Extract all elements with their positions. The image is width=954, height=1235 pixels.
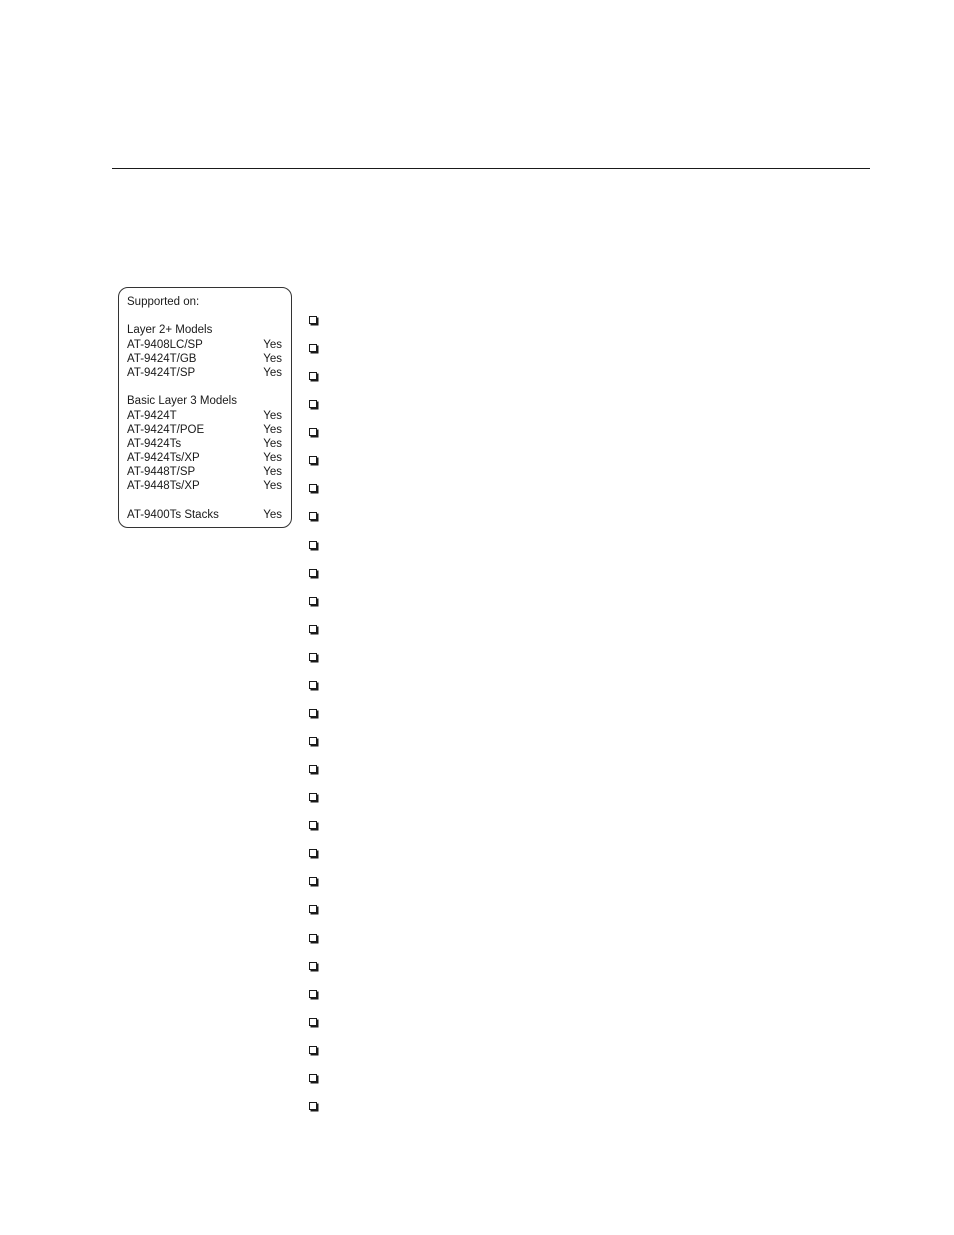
checkbox-icon [309,625,317,633]
support-value: Yes [263,352,282,365]
model-row [127,409,283,423]
list-item [309,344,319,354]
checkbox-icon [309,905,317,913]
checkbox-icon [309,1102,317,1110]
list-item [309,625,319,635]
checkbox-icon [309,793,317,801]
list-item [309,990,319,1000]
list-item [309,372,319,382]
model-row [127,338,283,352]
list-item [309,484,319,494]
list-item [309,934,319,944]
checkbox-icon [309,849,317,857]
list-item [309,569,319,579]
checkbox-icon [309,456,317,464]
checkbox-icon [309,709,317,717]
list-item [309,765,319,775]
list-item [309,1102,319,1112]
checkbox-icon [309,569,317,577]
supported-on-heading: Supported on: [127,296,200,308]
checkbox-icon [309,990,317,998]
model-row [127,437,283,451]
model-row [127,366,283,380]
checkbox-icon [309,1018,317,1026]
list-item [309,1018,319,1028]
checkbox-icon [309,653,317,661]
checkbox-icon [309,541,317,549]
support-value: Yes [263,423,282,436]
list-item [309,597,319,607]
stacks-row [127,508,283,522]
checkbox-icon [309,934,317,942]
checkbox-icon [309,765,317,773]
model-name: AT-9424T/GB [127,352,197,365]
list-item [309,1074,319,1084]
model-name: AT-9424T/POE [127,423,205,436]
support-value: Yes [263,437,282,450]
list-item [309,653,319,663]
support-value: Yes [263,409,282,422]
model-name: AT-9424Ts [127,437,182,450]
model-row [127,479,283,493]
model-row [127,465,283,479]
list-item [309,681,319,691]
support-value: Yes [263,480,282,493]
model-name: AT-9448Ts/XP [127,480,200,493]
support-value: Yes [263,466,282,479]
list-item [309,737,319,747]
model-name: AT-9424Ts/XP [127,452,200,465]
support-value: Yes [263,366,282,379]
checkbox-icon [309,484,317,492]
supported-on-box [118,287,292,528]
checkbox-icon [309,962,317,970]
model-name: AT-9424T/SP [127,366,196,379]
list-item [309,709,319,719]
list-item [309,821,319,831]
support-value: Yes [263,338,282,351]
list-item [309,541,319,551]
list-item [309,905,319,915]
checkbox-icon [309,400,317,408]
list-item [309,849,319,859]
model-row [127,423,283,437]
list-item [309,793,319,803]
list-item [309,1046,319,1056]
checkbox-icon [309,877,317,885]
group-heading-layer3: Basic Layer 3 Models [127,395,237,408]
model-name: AT-9400Ts Stacks [127,508,219,521]
model-row [127,352,283,366]
list-item [309,428,319,438]
model-name: AT-9408LC/SP [127,338,203,351]
list-item [309,316,319,326]
list-item [309,400,319,410]
model-row [127,451,283,465]
header-rule [112,168,870,169]
checkbox-icon [309,681,317,689]
model-name: AT-9448T/SP [127,466,196,479]
support-value: Yes [263,508,282,521]
list-item [309,962,319,972]
checkbox-icon [309,1074,317,1082]
checkbox-icon [309,512,317,520]
checkbox-icon [309,344,317,352]
list-item [309,512,319,522]
checkbox-icon [309,737,317,745]
group-heading-layer2: Layer 2+ Models [127,324,213,337]
list-item [309,877,319,887]
model-name: AT-9424T [127,409,177,422]
checkbox-icon [309,597,317,605]
checkbox-icon [309,821,317,829]
support-value: Yes [263,452,282,465]
checkbox-icon [309,1046,317,1054]
checkbox-icon [309,428,317,436]
checkbox-icon [309,316,317,324]
list-item [309,456,319,466]
checkbox-icon [309,372,317,380]
